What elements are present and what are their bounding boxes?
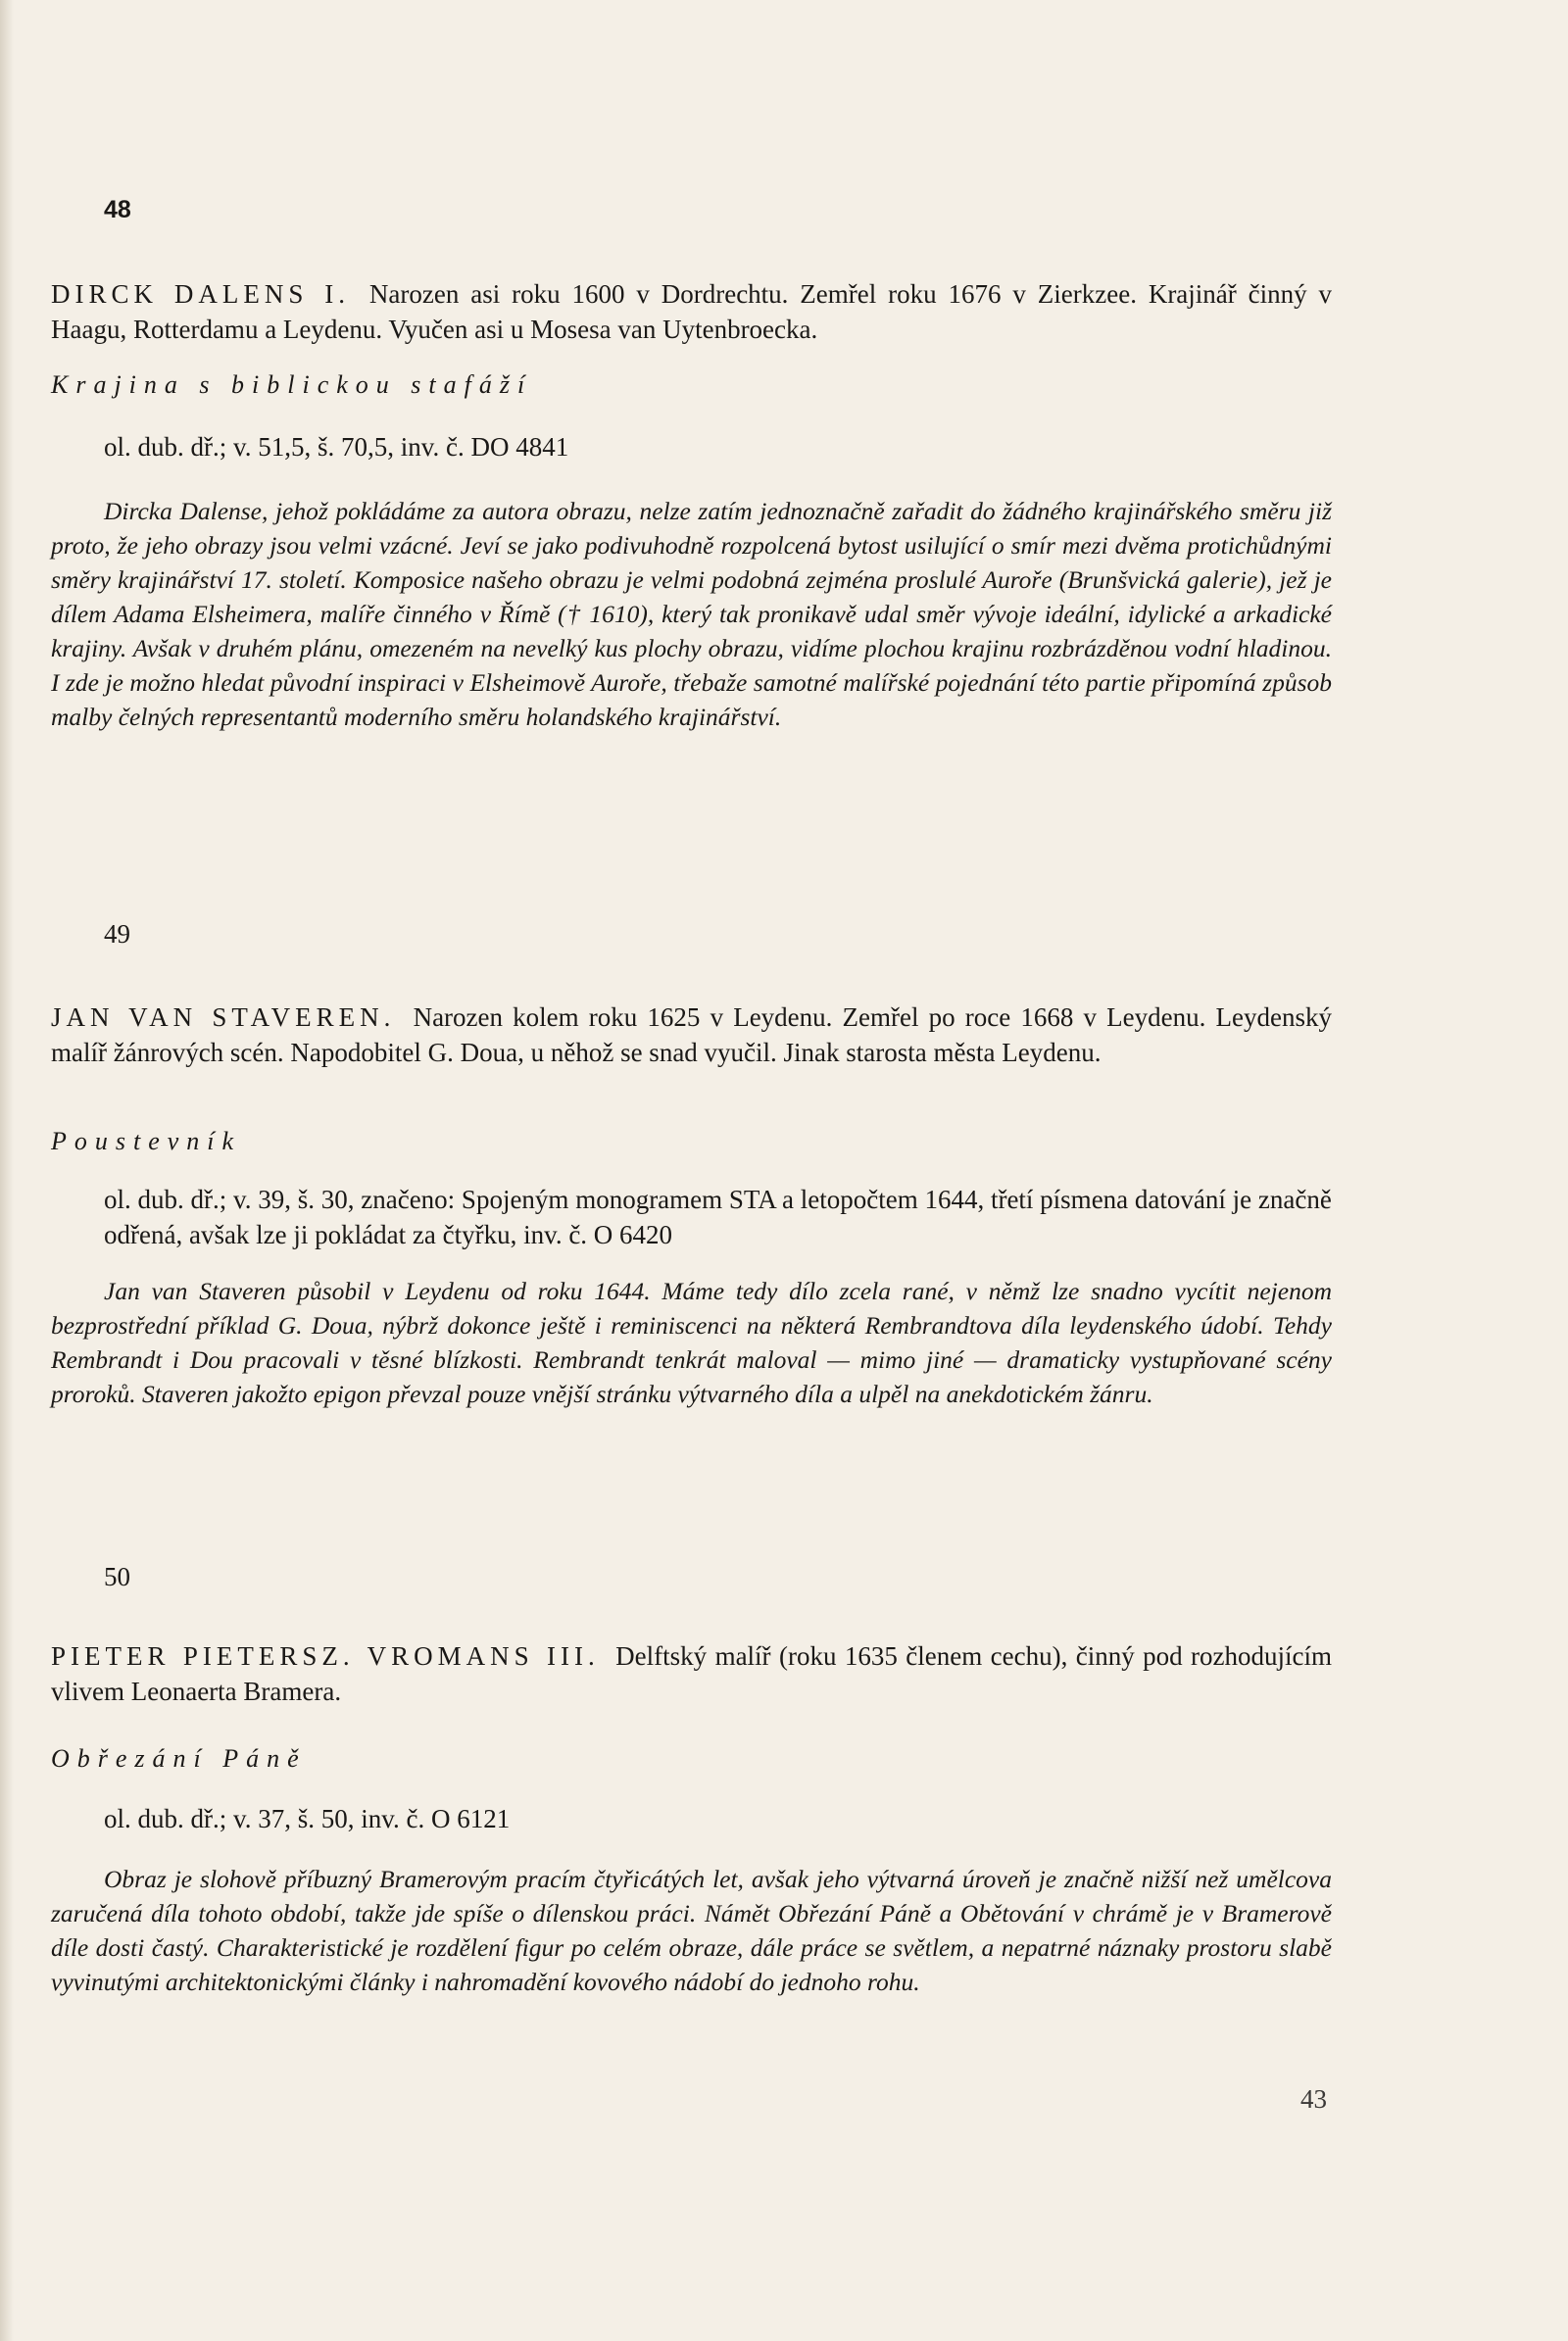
- entry-number-49: 49: [104, 919, 130, 949]
- work-title: Poustevník: [51, 1127, 242, 1155]
- entry-header: [51, 1638, 1332, 1709]
- artist-name: DIRCK DALENS I.: [51, 279, 351, 309]
- artist-name: JAN VAN STAVEREN.: [51, 1002, 396, 1032]
- entry-header: [51, 276, 1332, 347]
- entry-commentary: Jan van Staveren působil v Leydenu od roku 1644. Máme tedy dílo zcela rané, v němž lze snadno vycítit nejenom bezprostřední příklad G. Doua, nýbrž dokonce ještě i reminiscenci na některá Rembrandtova díla leydenského údobí. Tehdy Rembrandt i Dou pracovali v těsné blízkosti. Rembrandt tenkrát maloval — mimo jiné — dramaticky vystupňované scény proroků. Staveren jakožto epigon převzal pouze vnější stránku výtvarného díla a ulpěl na anekdotickém žánru.: [51, 1277, 1332, 1408]
- page-spine-shadow: [0, 0, 14, 2341]
- work-title: Krajina s biblickou stafáží: [51, 370, 533, 399]
- artist-bio: Narozen asi roku 1600 v Dordrechtu. Zemřel roku 1676 v Zierkzee. Krajinář činný v Haagu, Rotterdamu a Leydenu. Vyučen asi u Mosesa van Uytenbroecka.: [51, 279, 1333, 344]
- page-number: 43: [1300, 2084, 1327, 2114]
- entry-commentary: Obraz je slohově příbuzný Bramerovým pracím čtyřicátých let, avšak jeho výtvarná úroveň je značně nižší než umělcova zaručená díla tohoto období, takže jde spíše o dílenskou práci. Námět Obřezání Páně a Obětování v chrámě je v Bramerově díle dosti častý. Charakteristické je rozdělení figur po celém obraze, dále práce se světlem, a nepatrné náznaky prostoru slabě vyvinutými architektonickými články i nahromadění kovového nádobí do jednoho rohu.: [51, 1865, 1332, 1996]
- entry-number-48: 48: [104, 196, 131, 223]
- artist-name: PIETER PIETERSZ. VROMANS III.: [51, 1641, 600, 1671]
- work-specs: ol. dub. dř.; v. 39, š. 30, značeno: Spojeným monogramem STA a letopočtem 1644, třetí písmena datování je značně odřená, avšak lze ji pokládat za čtyřku, inv. č. O 6420: [104, 1185, 1332, 1249]
- artist-bio: Narozen kolem roku 1625 v Leydenu. Zemřel po roce 1668 v Leydenu. Leydenský malíř žánrových scén. Napodobitel G. Doua, u něhož se snad vyučil. Jinak starosta města Leydenu.: [51, 1002, 1332, 1067]
- work-specs: ol. dub. dř.; v. 37, š. 50, inv. č. O 6121: [104, 1804, 511, 1833]
- work-specs: ol. dub. dř.; v. 51,5, š. 70,5, inv. č. DO 4841: [104, 432, 569, 462]
- artist-bio: Delftský malíř (roku 1635 členem cechu), činný pod rozhodujícím vlivem Leonaerta Bramera.: [51, 1641, 1333, 1706]
- entry-commentary: Dircka Dalense, jehož pokládáme za autora obrazu, nelze zatím jednoznačně zařadit do žádného krajinářského směru již proto, že jeho obrazy jsou velmi vzácné. Jeví se jako podivuhodně rozpolcená bytost usilující o smír mezi dvěma protichůdnými směry krajinářství 17. století. Komposice našeho obrazu je velmi podobná zejména proslulé Auroře (Brunšvická galerie), jež je dílem Adama Elsheimera, malíře činného v Římě († 1610), který tak pronikavě udal směr vývoje ideální, idylické a arkadické krajiny. Avšak v druhém plánu, omezeném na nevelký kus plochy obrazu, vidíme plochou krajinu rozbrázděnou vodní hladinou. I zde je možno hledat původní inspiraci v Elsheimově Auroře, třebaže samotné malířské pojednání této partie připomíná způsob malby čelných representantů moderního směru holandského krajinářství.: [51, 497, 1332, 731]
- entry-header: [51, 1000, 1332, 1070]
- work-title: Obřezání Páně: [51, 1744, 307, 1773]
- entry-number-50: 50: [104, 1562, 130, 1591]
